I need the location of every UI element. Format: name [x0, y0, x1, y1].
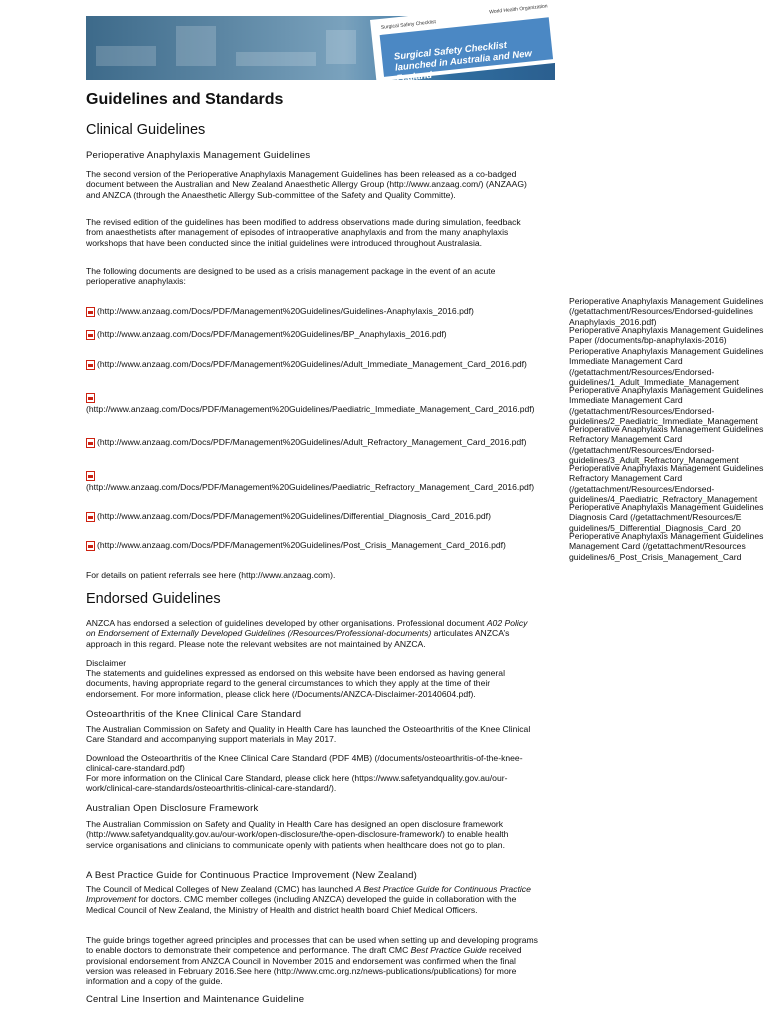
checklist-title: Surgical Safety Checklist [380, 19, 437, 31]
pdf-icon [86, 393, 95, 403]
pdf-link-text[interactable]: (http://www.anzaag.com/Docs/PDF/Management%20Guidelines/Paediatric_Immediate_Management_Card_2016.pdf) [86, 404, 535, 414]
document-title[interactable]: Perioperative Anaphylaxis Management Guidelines Paper (/documents/bp-anaphylaxis-2016) [569, 325, 764, 346]
pdf-icon [86, 512, 95, 522]
endorsed-guidelines-heading: Endorsed Guidelines [86, 591, 221, 607]
document-title[interactable]: Perioperative Anaphylaxis Management Guidelines (/getattachment/Resources/Endorsed-guidelines Anaphylaxis_2016.pdf) [569, 296, 764, 327]
pdf-link-text[interactable]: (http://www.anzaag.com/Docs/PDF/Management%20Guidelines/Adult_Immediate_Management_Card_2016.pdf) [97, 359, 527, 369]
osteoarthritis-more[interactable]: For more information on the Clinical Care Standard, please click here (https://www.safetyandquality.gov.au/our-work/clinical-care-standards/osteoarthritis-clinical-care-standard/). [86, 773, 508, 794]
pdf-link-text[interactable]: (http://www.anzaag.com/Docs/PDF/Management%20Guidelines/Post_Crisis_Management_Card_2016.pdf) [97, 540, 506, 550]
best-practice-heading: A Best Practice Guide for Continuous Practice Improvement (New Zealand) [86, 870, 418, 881]
anaphylaxis-intro: The second version of the Perioperative Anaphylaxis Management Guidelines has been released as a co-badged document between the Australian and New Zealand Anaesthetic Allergy Group (http://www.anzaag.com/) (ANZAAG) and ANZCA (through the Anaesthetic Allergy Sub-committee of the Safety and Quality Committe). [86, 169, 527, 200]
best-practice-text: The Council of Medical Colleges of New Zealand (CMC) has launched A Best Practice Guide for Continuous Practice Improvement for doctors. CMC member colleges (including ANZCA) developed the guide in collaboration with the Medical Council of New Zealand, the Ministry of Health and district health board Chief Medical Officers. [86, 884, 531, 915]
policy-link[interactable]: A02 Policy on Endorsement of Externally Developed Guidelines (/Resources/Professional-documents) [86, 618, 528, 639]
pdf-link-text[interactable]: (http://www.anzaag.com/Docs/PDF/Management%20Guidelines/BP_Anaphylaxis_2016.pdf) [97, 329, 447, 339]
banner-image[interactable] [86, 3, 555, 85]
clinical-guidelines-heading: Clinical Guidelines [86, 122, 206, 138]
anaphylaxis-subheading: Perioperative Anaphylaxis Management Guidelines [86, 150, 311, 161]
pdf-link[interactable] [86, 359, 527, 370]
pdf-icon [86, 541, 95, 551]
anaphylaxis-revision: The revised edition of the guidelines has been modified to address observations made during simulation, feedback from anaesthetists after management of episodes of intraoperative anaphylaxis and from the many anaphylaxis workshops that have been conducted since the initial guidelines were introduced throughout Australasia. [86, 217, 521, 248]
page-title: Guidelines and Standards [86, 91, 284, 108]
pdf-link[interactable] [86, 511, 491, 522]
pdf-link[interactable] [86, 306, 474, 317]
pdf-icon [86, 307, 95, 317]
anaphylaxis-package: The following documents are designed to be used as a crisis management package in the event of an acute perioperative anaphylaxis: [86, 266, 496, 287]
pdf-link[interactable] [86, 471, 534, 492]
pdf-icon [86, 330, 95, 340]
referrals-text[interactable]: For details on patient referrals see here (http://www.anzaag.com). [86, 570, 336, 580]
pdf-icon [86, 360, 95, 370]
pdf-link[interactable] [86, 540, 506, 551]
document-title[interactable]: Perioperative Anaphylaxis Management Guidelines Refractory Management Card (/getattachment/Resources/Endorsed- guidelines/3_Adult_Refractory_Management [569, 424, 764, 465]
pdf-link-text[interactable]: (http://www.anzaag.com/Docs/PDF/Management%20Guidelines/Guidelines-Anaphylaxis_2016.pdf) [97, 306, 474, 316]
document-title[interactable]: Perioperative Anaphylaxis Management Guidelines Immediate Management Card (/getattachment/Resources/Endorsed- guidelines/1_Adult_Immediate_Management [569, 346, 764, 387]
banner-headline: Surgical Safety Checklist launched in Australia and New Zealand [393, 39, 533, 85]
disclaimer-title: Disclaimer [86, 658, 127, 668]
open-disclosure-heading: Australian Open Disclosure Framework [86, 803, 259, 814]
osteoarthritis-heading: Osteoarthritis of the Knee Clinical Care Standard [86, 709, 302, 720]
osteoarthritis-download[interactable]: Download the Osteoarthritis of the Knee Clinical Care Standard (PDF 4MB) (/documents/osteoarthritis-of-the-knee-clinical-care-standard.pdf) [86, 753, 523, 774]
pdf-link[interactable] [86, 393, 535, 414]
osteoarthritis-text: The Australian Commission on Safety and Quality in Health Care has launched the Osteoarthritis of the Knee Clinical Care Standard and accompanying support materials in May 2017. [86, 724, 531, 745]
disclaimer-text[interactable]: The statements and guidelines expressed as endorsed on this website have been endorsed as having general documents, having appropriate regard to the general circumstances to which they apply at the time of their endorsement. For more information, please click here (/Documents/ANZCA-Disclaimer-20140604.pdf). [86, 668, 505, 699]
pdf-link[interactable] [86, 437, 526, 448]
document-title[interactable]: Perioperative Anaphylaxis Management Guidelines Immediate Management Card (/getattachment/Resources/Endorsed- guidelines/2_Paediatric_Immediate_Management [569, 385, 764, 426]
pdf-icon [86, 438, 95, 448]
open-disclosure-text[interactable]: The Australian Commission on Safety and Quality in Health Care has designed an open disclosure framework (http://www.safetyandquality.gov.au/our-work/open-disclosure/the-open-disclosure-framework/) to enable health service organisations and clinicians to communicate openly with patients when healthcare does not go to plan. [86, 819, 509, 850]
endorsed-intro: ANZCA has endorsed a selection of guidelines developed by other organisations. Professional document A02 Policy on Endorsement of Externally Developed Guidelines (/Resources/Professional-documents) articulates ANZCA’s approach in this regard. Please note the relevant websites are not maintained by ANZCA. [86, 618, 528, 649]
pdf-link-text[interactable]: (http://www.anzaag.com/Docs/PDF/Management%20Guidelines/Paediatric_Refractory_Management_Card_2016.pdf) [86, 482, 535, 492]
document-title[interactable]: Perioperative Anaphylaxis Management Guidelines Management Card (/getattachment/Resources guidelines/6_Post_Crisis_Management_Card [569, 531, 764, 562]
checklist-graphic [370, 1, 561, 85]
pdf-link-text[interactable]: (http://www.anzaag.com/Docs/PDF/Management%20Guidelines/Adult_Refractory_Management_Card_2016.pdf) [97, 437, 527, 447]
pdf-icon [86, 471, 95, 481]
document-title[interactable]: Perioperative Anaphylaxis Management Guidelines Refractory Management Card (/getattachment/Resources/Endorsed- guidelines/4_Paediatric_Refractory_Management [569, 463, 764, 504]
who-logo: World Health Organization [488, 3, 548, 16]
central-line-heading: Central Line Insertion and Maintenance Guideline [86, 994, 305, 1005]
pdf-link-text[interactable]: (http://www.anzaag.com/Docs/PDF/Management%20Guidelines/Differential_Diagnosis_Card_2016.pdf) [97, 511, 491, 521]
pdf-link[interactable] [86, 329, 447, 340]
document-title[interactable]: Perioperative Anaphylaxis Management Guidelines Diagnosis Card (/getattachment/Resources/E guidelines/5_Differential_Diagnosis_Card_20 [569, 502, 764, 533]
best-practice-guide-text[interactable]: The guide brings together agreed principles and processes that can be used when setting up and developing programs to enable doctors to demonstrate their competence and performance. The draft CMC Best Practice Guide received provisional endorsement from ANZCA Council in November 2015 and endorsement was confirmed when the final version was released in February 2016.See here (http://www.cmc.org.nz/news-publications/publications) for more information and a copy of the guide. [86, 935, 538, 987]
